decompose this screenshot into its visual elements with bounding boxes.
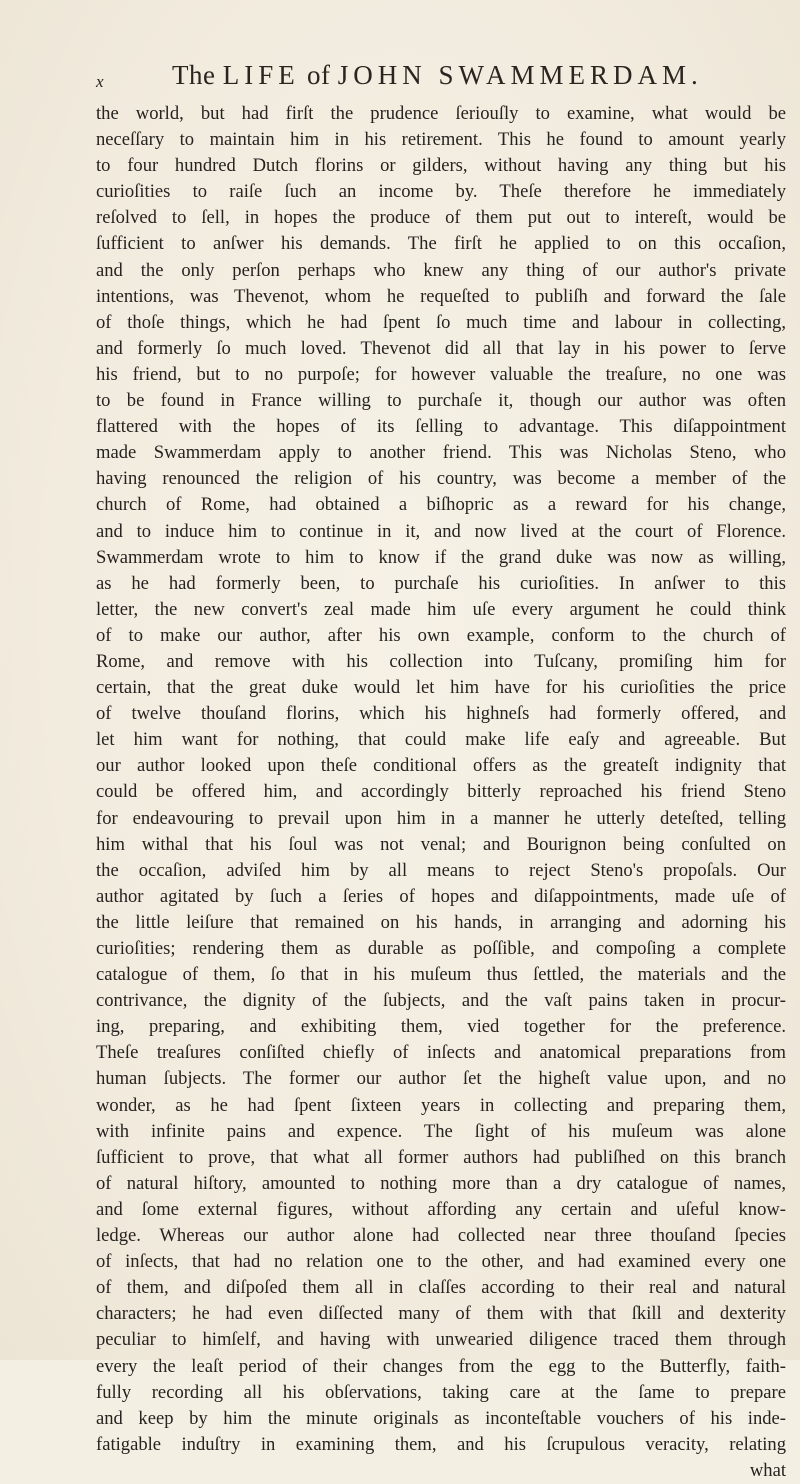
running-title-of: of — [306, 60, 331, 90]
text-line: Swammerdam wrote to him to know if the grand duke was now as willing, — [96, 546, 786, 568]
text-line: certain, that the great duke would let him have for his curioſities the price — [96, 677, 786, 699]
text-line: catalogue of them, ſo that in his muſeum thus ſettled, the materials and the — [96, 964, 786, 986]
text-line: fully recording all his obſervations, taking care at the ſame to prepare — [96, 1381, 786, 1403]
running-title-name: JOHN SWAMMERDAM. — [337, 60, 703, 90]
text-line: as he had formerly been, to purchaſe his curioſities. In anſwer to this — [96, 572, 786, 594]
text-line: of twelve thouſand florins, which his highneſs had formerly offered, and — [96, 703, 786, 725]
text-line: him withal that his ſoul was not venal; and Bourignon being conſulted on — [96, 833, 786, 855]
text-line: made Swammerdam apply to another friend. This was Nicholas Steno, who — [96, 442, 786, 464]
text-line: let him want for nothing, that could make life eaſy and agreeable. But — [96, 729, 786, 751]
text-line: peculiar to himſelf, and having with unwearied diligence traced them through — [96, 1329, 786, 1351]
text-line: ſufficient to anſwer his demands. The firſt he applied to on this occaſion, — [96, 233, 786, 255]
text-line: curioſities to raiſe ſuch an income by. Theſe therefore he immediately — [96, 181, 786, 203]
text-line: flattered with the hopes of its ſelling to advantage. This diſappointment — [96, 416, 786, 438]
text-line: wonder, as he had ſpent ſixteen years in collecting and preparing them, — [96, 1094, 786, 1116]
text-line: and ſome external figures, without affording any certain and uſeful know- — [96, 1198, 786, 1220]
text-line: ing, preparing, and exhibiting them, vied together for the preference. — [96, 1016, 786, 1038]
text-line: the little leiſure that remained on his hands, in arranging and adorning his — [96, 911, 786, 933]
text-line: of thoſe things, which he had ſpent ſo much time and labour in collecting, — [96, 311, 786, 333]
running-title-the: The — [172, 60, 216, 90]
text-line: what — [749, 1459, 786, 1481]
page-header — [96, 60, 786, 94]
text-line: author agitated by ſuch a ſeries of hopes and diſappointments, made uſe of — [96, 885, 786, 907]
text-line: and keep by him the minute originals as inconteſtable vouchers of his inde- — [96, 1407, 786, 1429]
text-line: church of Rome, had obtained a biſhopric as a reward for his change, — [96, 494, 786, 516]
text-line: every the leaſt period of their changes from the egg to the Butterfly, faith- — [96, 1355, 786, 1377]
text-line: to four hundred Dutch florins or gilders, without having any thing but his — [96, 155, 786, 177]
text-line: of them, and diſpoſed them all in claſſes according to their real and natural — [96, 1277, 786, 1299]
text-line: could be offered him, and accordingly bitterly reproached his friend Steno — [96, 781, 786, 803]
running-title-life: LIFE — [222, 60, 300, 90]
text-line: and formerly ſo much loved. Thevenot did all that lay in his power to ſerve — [96, 337, 786, 359]
text-line: characters; he had even diſſected many of them with that ſkill and dexterity — [96, 1303, 786, 1325]
text-line: the world, but had firſt the prudence ſeriouſly to examine, what would be — [96, 103, 786, 124]
body-text — [96, 101, 786, 1484]
text-line: for endeavouring to prevail upon him in a manner he utterly deteſted, telling — [96, 807, 786, 829]
text-line: to be found in France willing to purchaſe it, though our author was often — [96, 390, 786, 412]
text-line: contrivance, the dignity of the ſubjects, and the vaſt pains taken in procur- — [96, 990, 786, 1012]
text-line: ledge. Whereas our author alone had collected near three thouſand ſpecies — [96, 1225, 786, 1247]
text-line: our author looked upon theſe conditional offers as the greateſt indignity that — [96, 755, 786, 777]
page-number: x — [96, 72, 104, 91]
text-line: reſolved to ſell, in hopes the produce of them put out to intereſt, would be — [96, 207, 786, 229]
text-line: of to make our author, after his own example, conform to the church of — [96, 624, 786, 646]
text-line: of natural hiſtory, amounted to nothing more than a dry catalogue of names, — [96, 1172, 786, 1194]
text-line: his friend, but to no purpoſe; for however valuable the treaſure, no one was — [96, 363, 786, 385]
text-line: Theſe treaſures conſiſted chiefly of inſects and anatomical preparations from — [96, 1042, 786, 1064]
text-line: and to induce him to continue in it, and now lived at the court of Florence. — [96, 520, 786, 542]
text-line: and the only perſon perhaps who knew any thing of our author's private — [96, 259, 786, 281]
text-line: ſufficient to prove, that what all former authors had publiſhed on this branch — [96, 1146, 786, 1168]
text-line: of inſects, that had no relation one to the other, and had examined every one — [96, 1251, 786, 1273]
text-line: Rome, and remove with his collection into Tuſcany, promiſing him for — [96, 650, 786, 672]
text-line: intentions, was Thevenot, whom he requeſted to publiſh and forward the ſale — [96, 285, 786, 307]
text-line: having renounced the religion of his country, was become a member of the — [96, 468, 786, 490]
running-title — [172, 60, 703, 91]
text-line: curioſities; rendering them as durable as poſſible, and compoſing a complete — [96, 938, 786, 959]
text-line: with infinite pains and expence. The ſight of his muſeum was alone — [96, 1120, 786, 1142]
text-line: neceſſary to maintain him in his retirement. This he found to amount yearly — [96, 129, 786, 151]
text-line: the occaſion, adviſed him by all means to reject Steno's propoſals. Our — [96, 859, 786, 881]
text-line: fatigable induſtry in examining them, and his ſcrupulous veracity, relating — [96, 1433, 786, 1455]
text-line: human ſubjects. The former our author ſet the higheſt value upon, and no — [96, 1068, 786, 1090]
text-line: letter, the new convert's zeal made him uſe every argument he could think — [96, 598, 786, 620]
